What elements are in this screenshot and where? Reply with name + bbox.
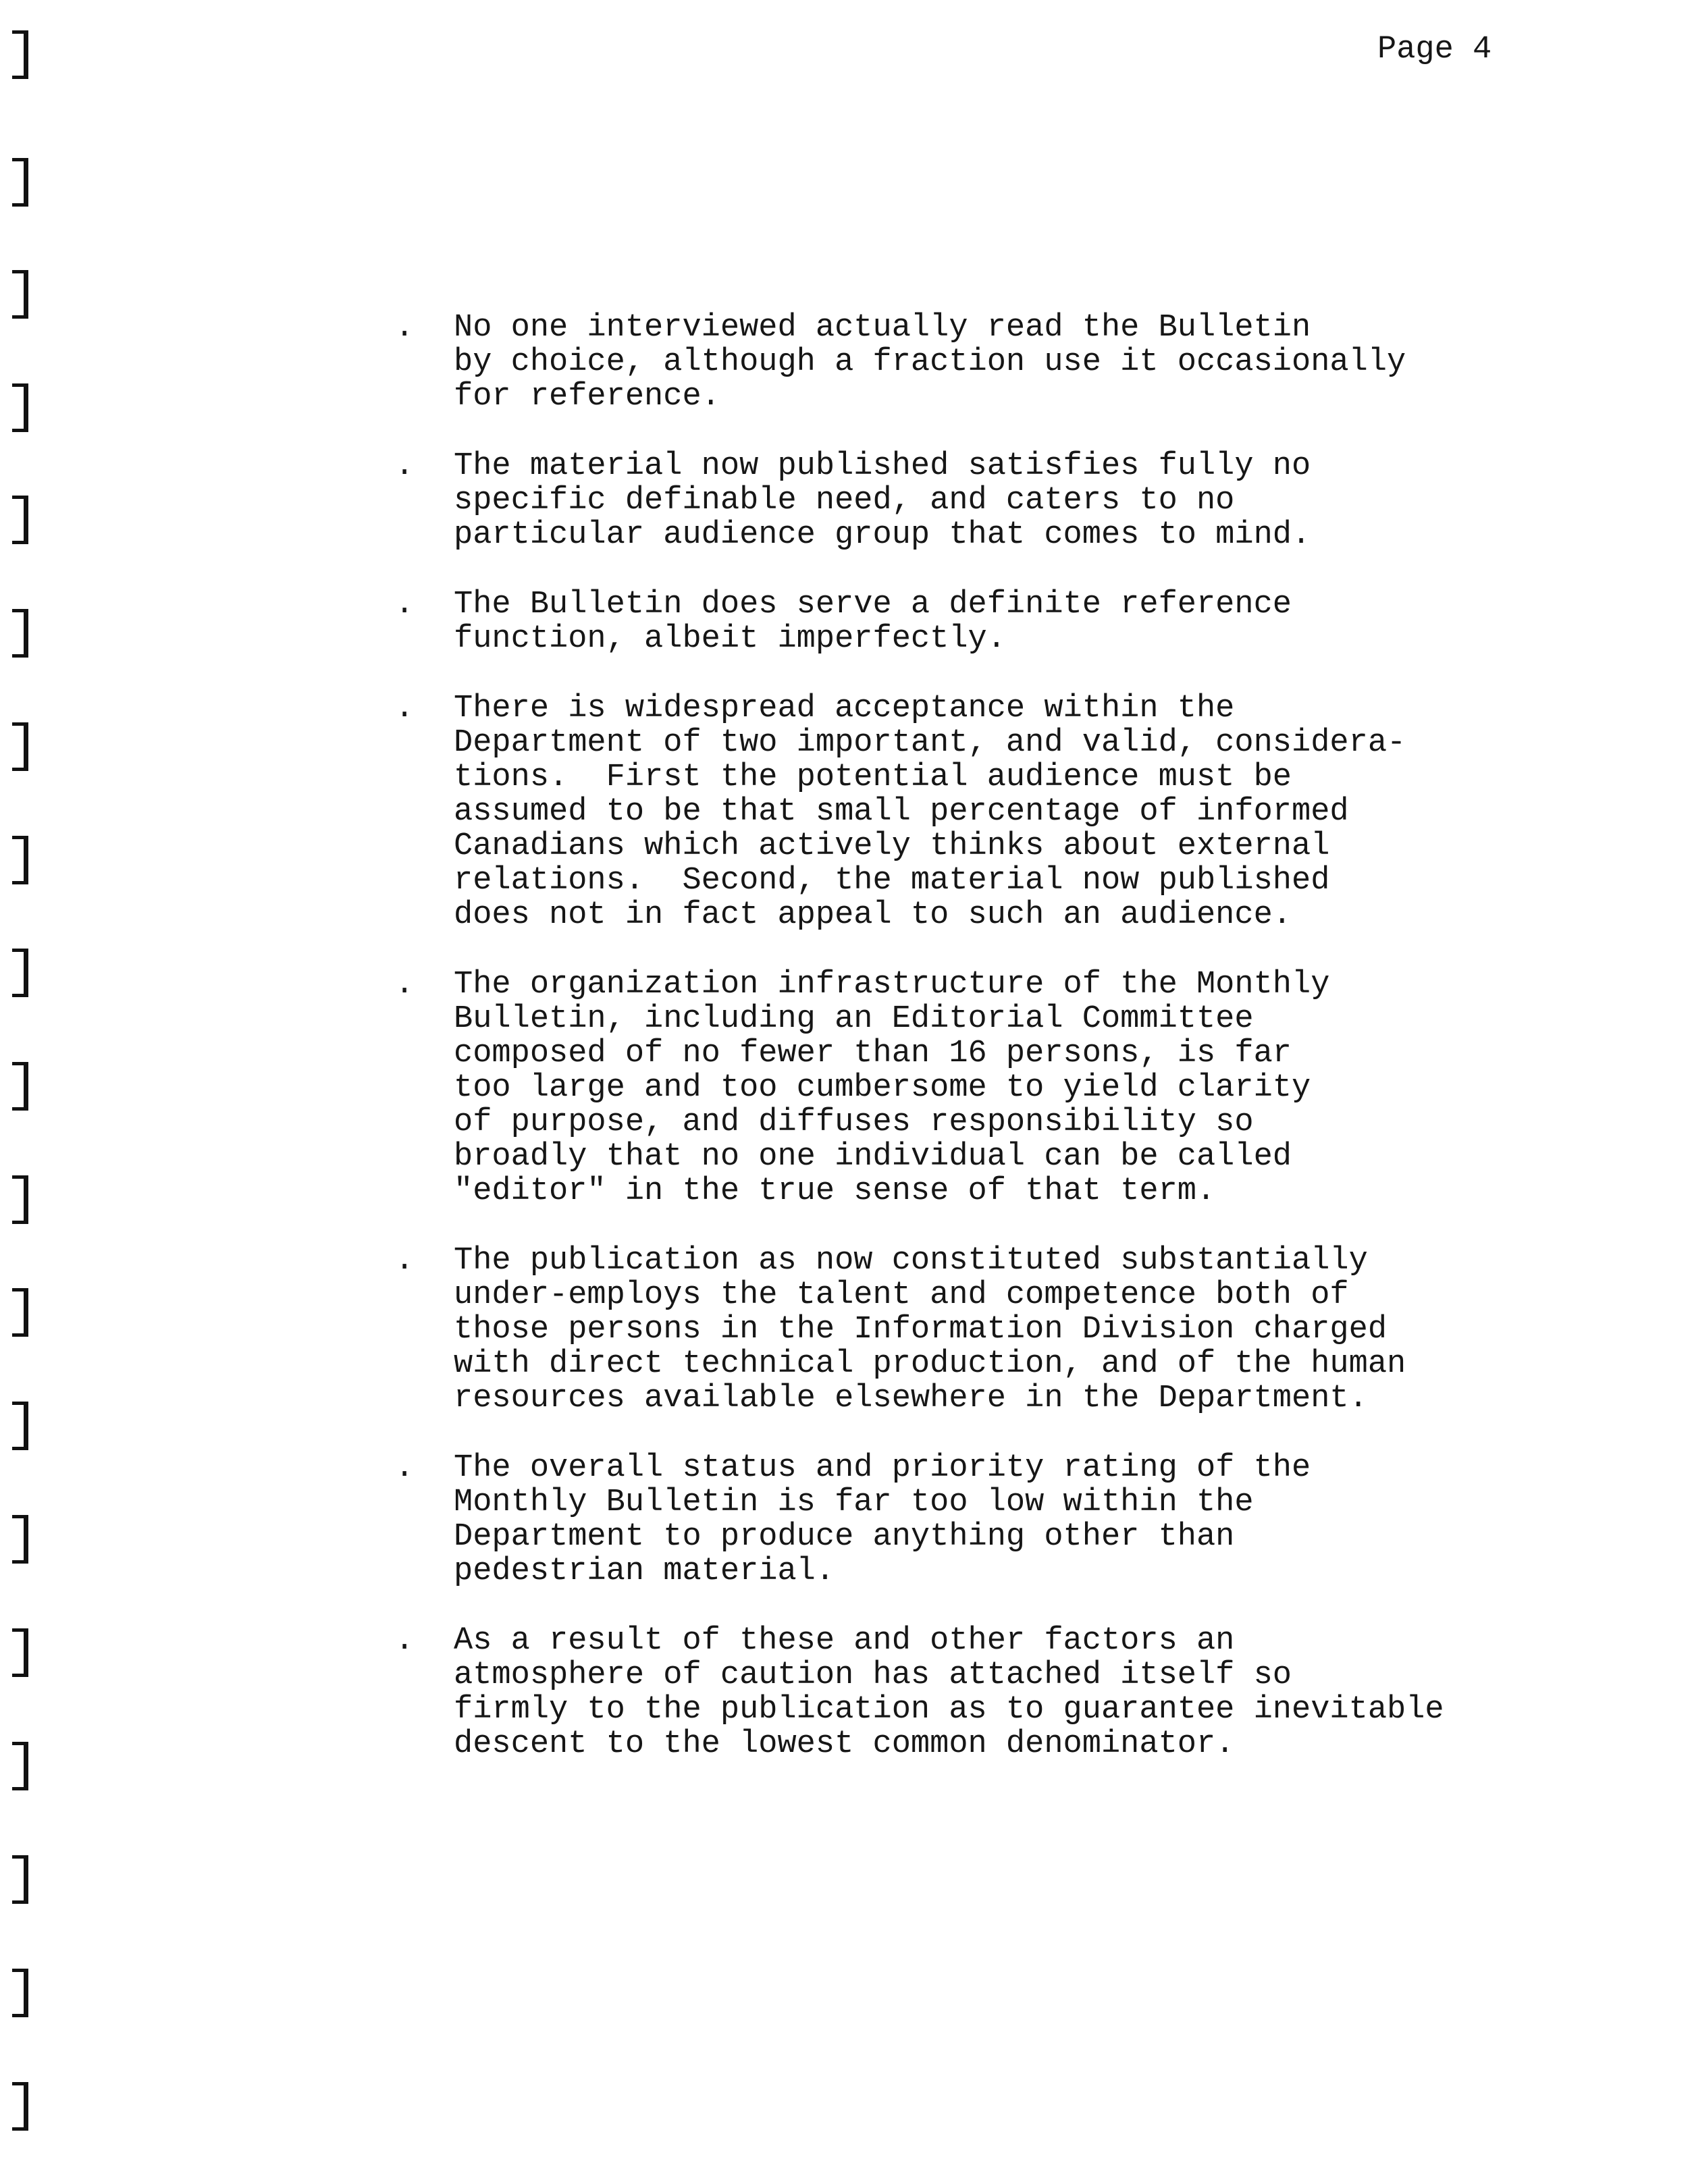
list-item xyxy=(392,1451,1539,1589)
binder-mark xyxy=(12,30,28,79)
list-item xyxy=(392,449,1539,552)
binder-mark xyxy=(12,383,28,432)
binder-mark xyxy=(12,1402,28,1450)
binder-mark xyxy=(12,2082,28,2131)
bullet-text: No one interviewed actually read the Bulletin by choice, although a fraction use it occasionally for reference. xyxy=(454,310,1406,415)
list-item xyxy=(392,691,1539,932)
bullet-marker: . xyxy=(395,448,415,484)
binder-mark xyxy=(12,1062,28,1111)
binder-mark xyxy=(12,1628,28,1677)
findings-list xyxy=(392,311,1539,1796)
binder-mark xyxy=(12,158,28,207)
binder-mark xyxy=(12,722,28,771)
binder-mark xyxy=(12,1515,28,1564)
binder-mark xyxy=(12,1855,28,1904)
bullet-text: The publication as now constituted substantially under-employs the talent and competence both of those persons in the Information Division charged with direct technical production, and of the human resources available elsewhere in the Department. xyxy=(454,1243,1406,1416)
list-item xyxy=(392,967,1539,1208)
list-item xyxy=(392,1244,1539,1416)
bullet-text: There is widespread acceptance within the Department of two important, and valid, considera- tions. First the potential audience must be assumed to be that small percentage of informed Canadians which actively thinks about external relations. Second, the material now published does not in fact appeal to such an audience. xyxy=(454,691,1406,933)
bullet-text: The material now published satisfies fully no specific definable need, and caters to no particular audience group that comes to mind. xyxy=(454,448,1311,553)
list-item xyxy=(392,1624,1539,1761)
bullet-marker: . xyxy=(395,310,415,346)
binder-mark xyxy=(12,496,28,544)
binder-mark xyxy=(12,1175,28,1224)
binder-mark xyxy=(12,1969,28,2017)
binder-mark xyxy=(12,1742,28,1790)
bullet-marker: . xyxy=(395,967,415,1003)
list-item xyxy=(392,587,1539,656)
binder-mark xyxy=(12,609,28,658)
page-number: Page 4 xyxy=(1377,32,1492,68)
bullet-marker: . xyxy=(395,1243,415,1279)
bullet-marker: . xyxy=(395,1450,415,1486)
bullet-text: The overall status and priority rating of the Monthly Bulletin is far too low within the Department to produce anything other than pedestrian material. xyxy=(454,1450,1311,1589)
binder-hole-marks xyxy=(0,0,41,2184)
binder-mark xyxy=(12,836,28,884)
binder-mark xyxy=(12,1288,28,1337)
bullet-text: The Bulletin does serve a definite reference function, albeit imperfectly. xyxy=(454,587,1292,657)
bullet-text: The organization infrastructure of the Monthly Bulletin, including an Editorial Committee composed of no fewer than 16 persons, is far too large and too cumbersome to yield clarity of purpose, and diffuses responsibility so broadly that no one individual can be called "editor" in the true sense of that term. xyxy=(454,967,1330,1209)
binder-mark xyxy=(12,270,28,319)
bullet-text: As a result of these and other factors an atmosphere of caution has attached itself so firmly to the publication as to guarantee inevitable descent to the lowest common denominator. xyxy=(454,1623,1444,1762)
bullet-marker: . xyxy=(395,1623,415,1659)
binder-mark xyxy=(12,949,28,997)
bullet-marker: . xyxy=(395,587,415,622)
bullet-marker: . xyxy=(395,691,415,726)
list-item xyxy=(392,311,1539,414)
